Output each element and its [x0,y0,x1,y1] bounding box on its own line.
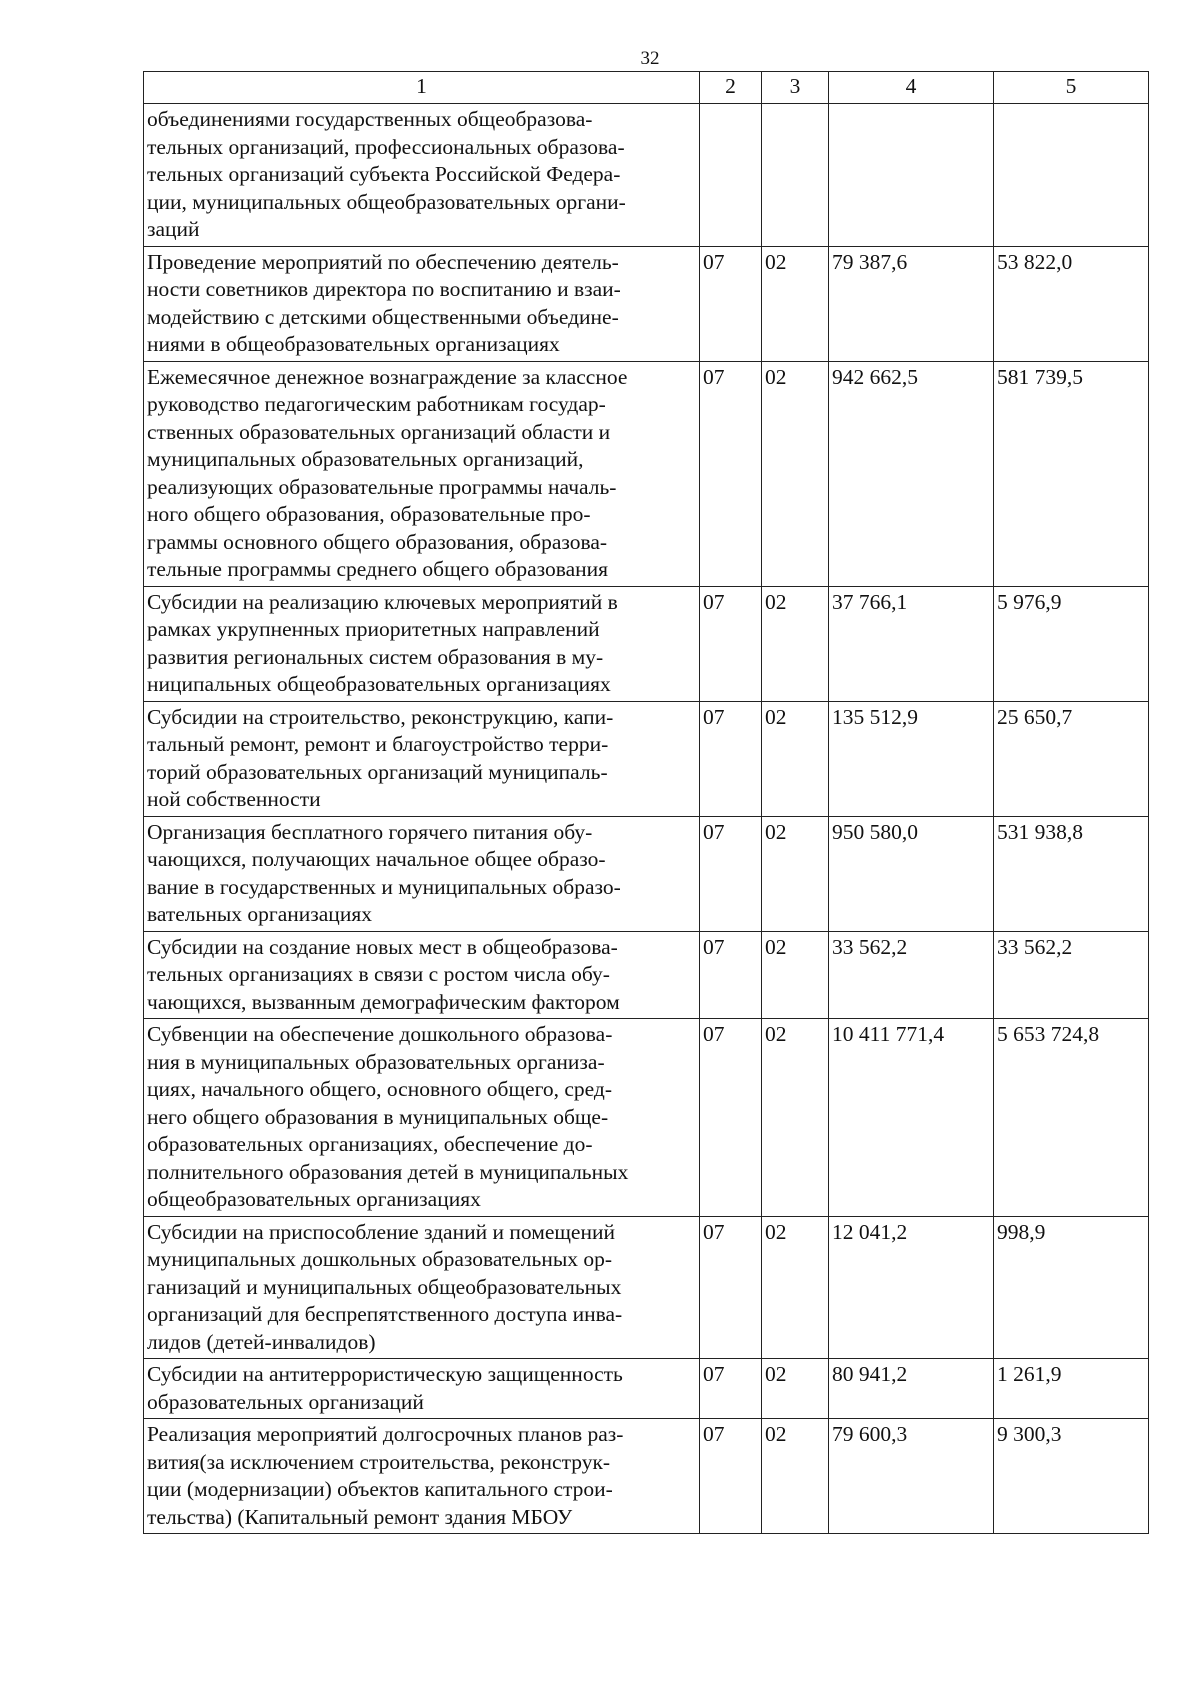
table-row [144,816,1149,931]
row-amount-col4: 80 941,2 [829,1359,994,1419]
table-row [144,246,1149,361]
row-amount-col4: 79 387,6 [829,246,994,361]
row-section-code: 07 [700,1216,762,1359]
row-description: Субсидии на строительство, реконструкцию, капи- тальный ремонт, ремонт и благоустройство терри- торий образовательных организаций муниципаль- ной собственности [144,701,700,816]
row-amount-col5: 25 650,7 [994,701,1149,816]
row-amount-col4 [829,104,994,247]
table-body [144,104,1149,1534]
row-subsection-code [762,104,829,247]
row-description: Субсидии на антитеррористическую защищенность образовательных организаций [144,1359,700,1419]
row-amount-col5: 9 300,3 [994,1419,1149,1534]
row-amount-col4: 950 580,0 [829,816,994,931]
row-description: объединениями государственных общеобразова- тельных организаций, профессиональных образова- тельных организаций субъекта Российской Федера- ции, муниципальных общеобразовательных органи- заций [144,104,700,247]
table-row [144,104,1149,247]
table-row [144,701,1149,816]
row-amount-col4: 135 512,9 [829,701,994,816]
row-subsection-code: 02 [762,1216,829,1359]
row-amount-col5: 53 822,0 [994,246,1149,361]
row-amount-col5 [994,104,1149,247]
row-description: Субсидии на создание новых мест в общеобразова- тельных организациях в связи с ростом числа обу- чающихся, вызванным демографическим фактором [144,931,700,1019]
column-header-1: 1 [144,72,700,104]
table-row [144,1216,1149,1359]
row-amount-col4: 33 562,2 [829,931,994,1019]
row-description: Субвенции на обеспечение дошкольного образова- ния в муниципальных образовательных организа- циях, начального общего, основного общего, сред- него общего образования в муниципальных обще- образовательных организациях, обеспечение до- полнительного образования детей в муниципальных общеобразовательных организациях [144,1019,700,1217]
budget-table [143,71,1149,1534]
row-subsection-code: 02 [762,361,829,586]
row-subsection-code: 02 [762,586,829,701]
row-section-code: 07 [700,1419,762,1534]
row-section-code: 07 [700,586,762,701]
table-row [144,1359,1149,1419]
row-description: Ежемесячное денежное вознаграждение за классное руководство педагогическим работникам государ- ственных образовательных организаций области и муниципальных образовательных организаций, реализующих образовательные программы началь- ного общего образования, образовательные про- граммы основного общего образования, образова- тельные программы среднего общего образования [144,361,700,586]
row-section-code: 07 [700,816,762,931]
table-row [144,586,1149,701]
row-description: Проведение мероприятий по обеспечению деятель- ности советников директора по воспитанию и взаи- модействию с детскими общественными объедине- ниями в общеобразовательных организациях [144,246,700,361]
row-amount-col4: 79 600,3 [829,1419,994,1534]
row-subsection-code: 02 [762,816,829,931]
column-header-3: 3 [762,72,829,104]
row-description: Реализация мероприятий долгосрочных планов раз- вития(за исключением строительства, реконструк- ции (модернизации) объектов капитального строи- тельства) (Капитальный ремонт здания МБОУ [144,1419,700,1534]
row-subsection-code: 02 [762,246,829,361]
row-amount-col4: 12 041,2 [829,1216,994,1359]
row-subsection-code: 02 [762,701,829,816]
row-subsection-code: 02 [762,1019,829,1217]
row-section-code [700,104,762,247]
row-description: Субсидии на приспособление зданий и помещений муниципальных дошкольных образовательных ор- ганизаций и муниципальных общеобразовательных организаций для беспрепятственного доступа инва- лидов (детей-инвалидов) [144,1216,700,1359]
table-row [144,931,1149,1019]
row-section-code: 07 [700,1019,762,1217]
column-header-5: 5 [994,72,1149,104]
row-amount-col4: 942 662,5 [829,361,994,586]
row-amount-col5: 1 261,9 [994,1359,1149,1419]
row-description: Субсидии на реализацию ключевых мероприятий в рамках укрупненных приоритетных направлений развития региональных систем образования в му- ниципальных общеобразовательных организациях [144,586,700,701]
table-row [144,361,1149,586]
row-description: Организация бесплатного горячего питания обу- чающихся, получающих начальное общее образо- вание в государственных и муниципальных образо- вательных организациях [144,816,700,931]
row-amount-col5: 531 938,8 [994,816,1149,931]
row-amount-col5: 5 653 724,8 [994,1019,1149,1217]
row-section-code: 07 [700,1359,762,1419]
row-subsection-code: 02 [762,931,829,1019]
row-section-code: 07 [700,931,762,1019]
row-amount-col5: 5 976,9 [994,586,1149,701]
row-amount-col5: 998,9 [994,1216,1149,1359]
row-amount-col5: 33 562,2 [994,931,1149,1019]
column-header-2: 2 [700,72,762,104]
row-amount-col5: 581 739,5 [994,361,1149,586]
page-number: 32 [640,48,660,69]
row-section-code: 07 [700,361,762,586]
row-section-code: 07 [700,701,762,816]
row-subsection-code: 02 [762,1419,829,1534]
row-section-code: 07 [700,246,762,361]
column-header-4: 4 [829,72,994,104]
table-header-row [144,72,1149,104]
row-amount-col4: 10 411 771,4 [829,1019,994,1217]
table-row [144,1019,1149,1217]
row-amount-col4: 37 766,1 [829,586,994,701]
table-row [144,1419,1149,1534]
row-subsection-code: 02 [762,1359,829,1419]
